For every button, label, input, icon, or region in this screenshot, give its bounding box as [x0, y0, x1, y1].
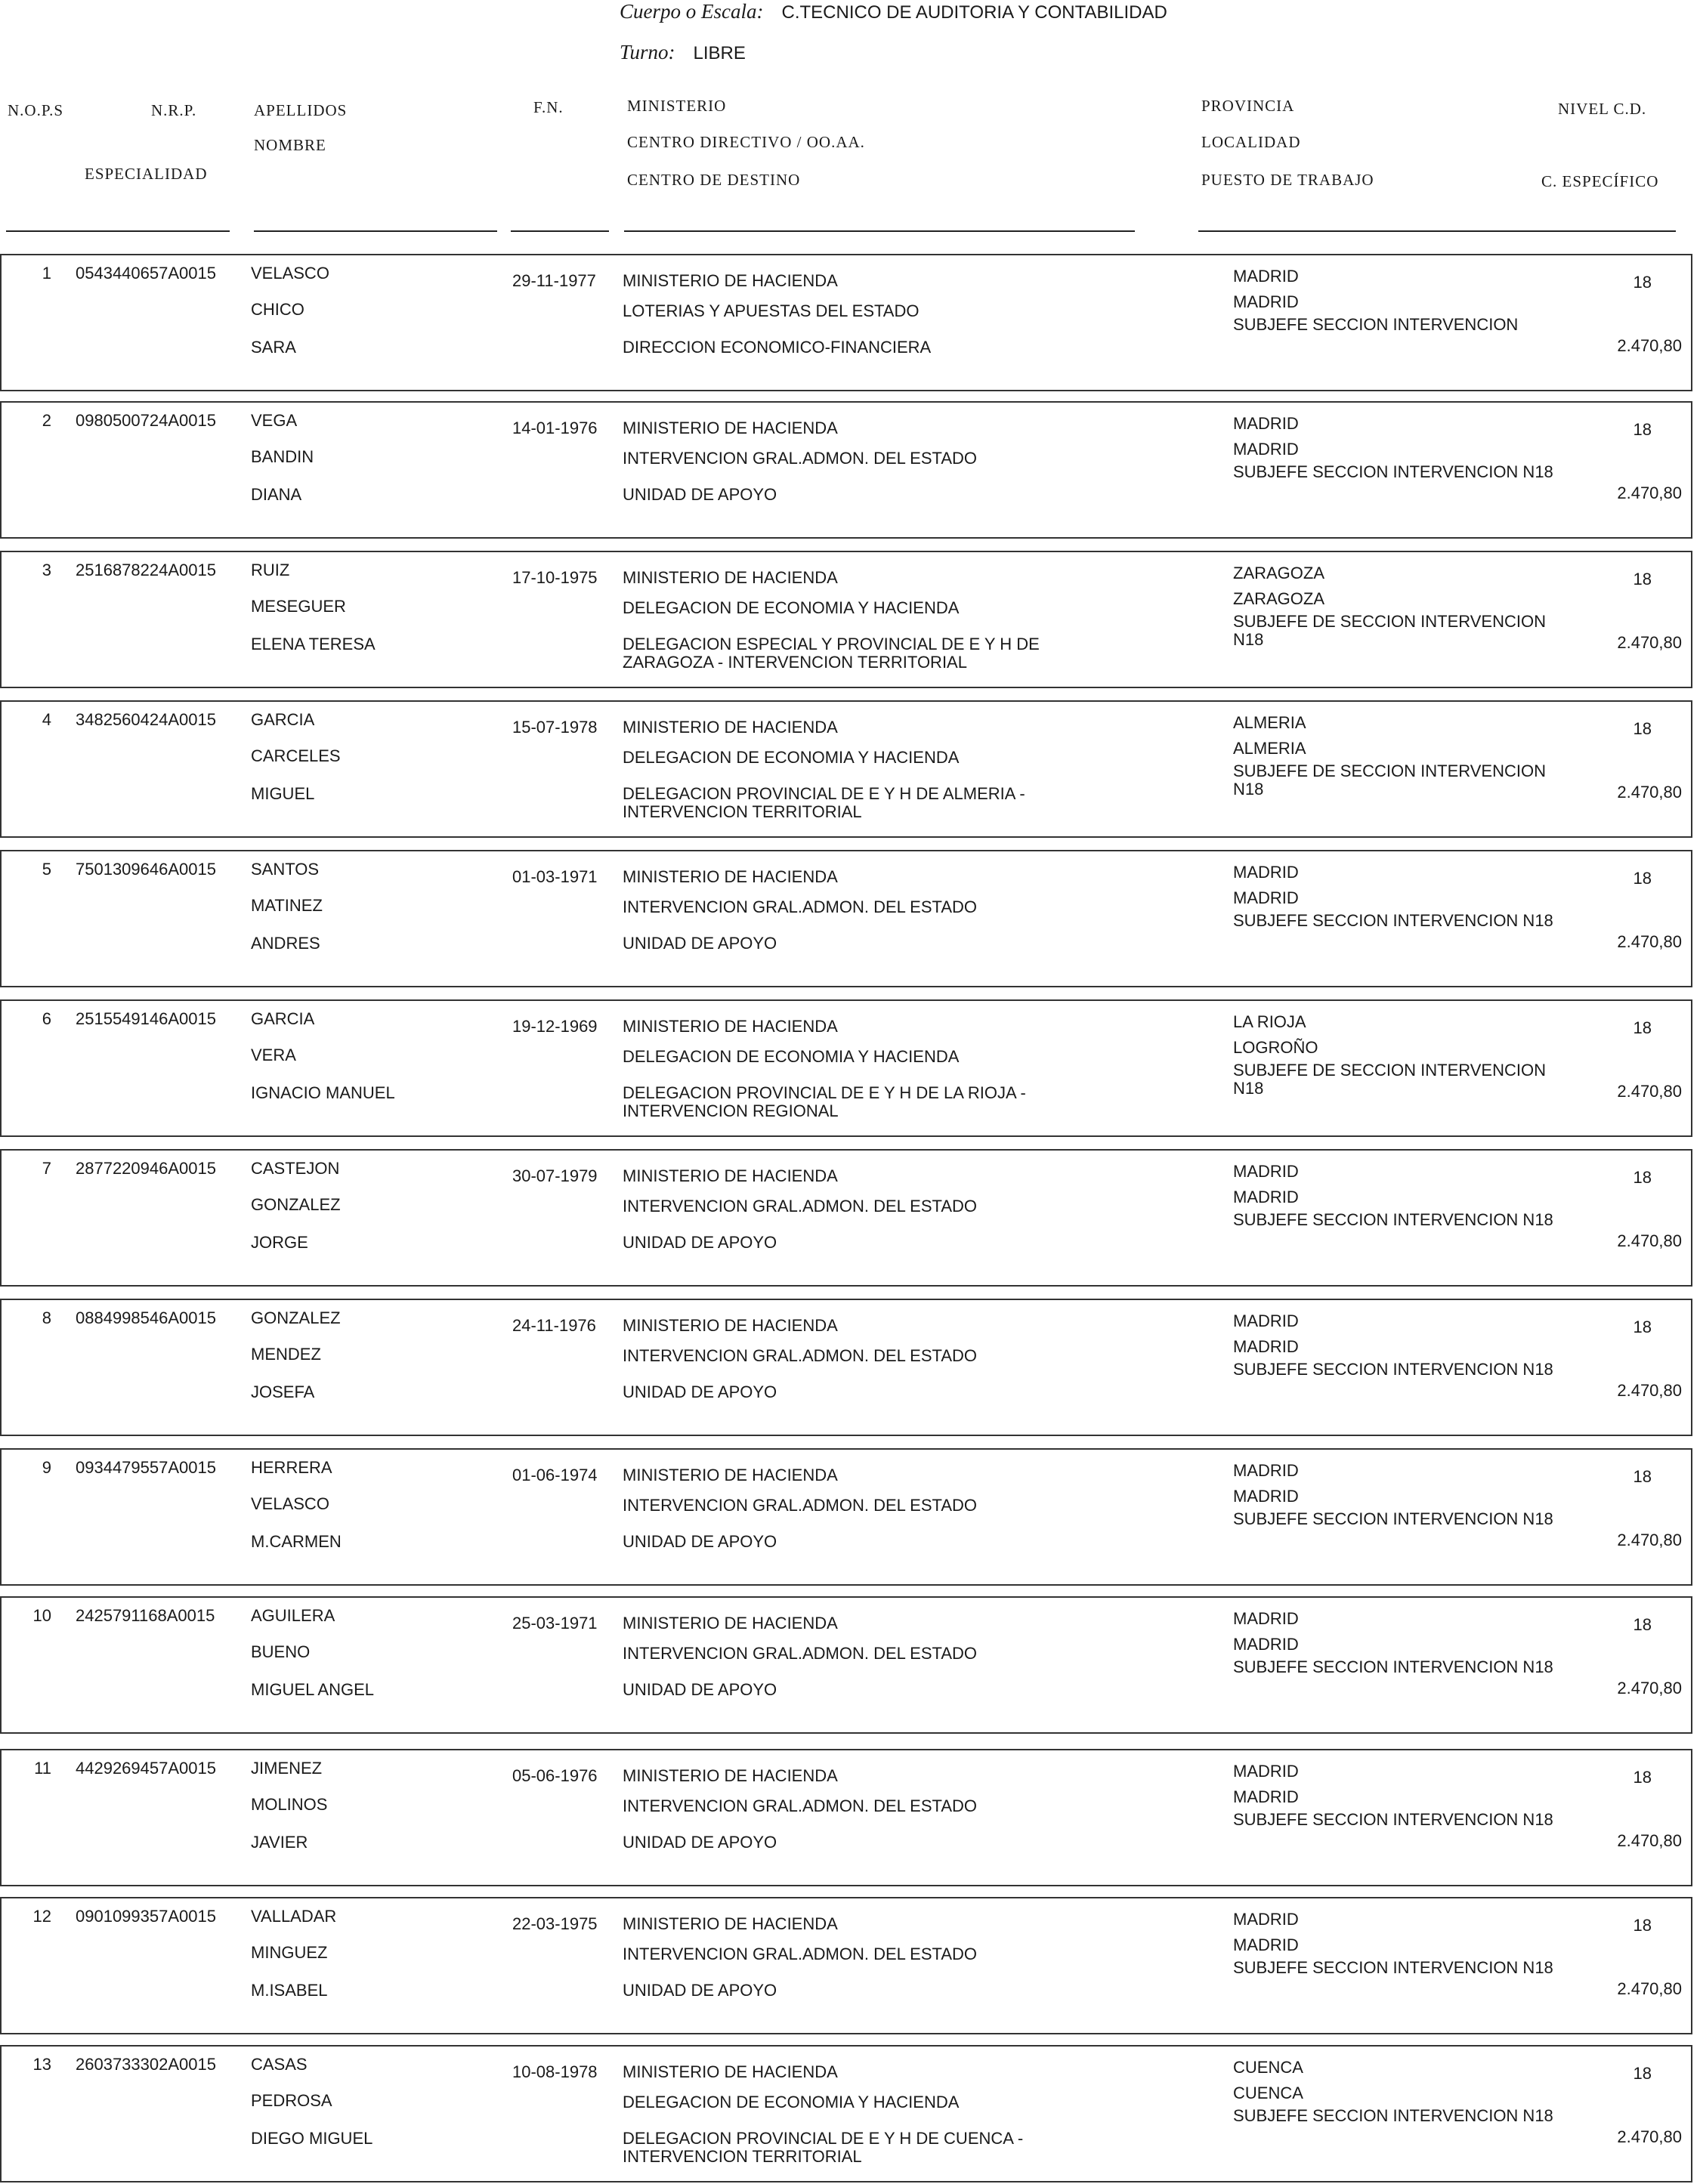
fn-cell: 17-10-1975: [512, 568, 598, 587]
nrp-cell: 2516878224A0015: [76, 561, 216, 579]
centro-directivo-cell: INTERVENCION GRAL.ADMON. DEL ESTADO: [623, 1945, 978, 1963]
especifico-cell: 2.470,80: [1617, 483, 1682, 502]
ministerio-cell: MINISTERIO DE HACIENDA: [623, 419, 838, 437]
localidad-cell: CUENCA: [1233, 2084, 1303, 2102]
header-rule: [624, 230, 1135, 232]
cuerpo-label: Cuerpo o Escala:: [620, 0, 764, 23]
provincia-cell: ALMERIA: [1233, 713, 1306, 732]
nrp-cell: 0543440657A0015: [76, 264, 216, 283]
provincia-cell: MADRID: [1233, 1461, 1299, 1480]
centro-destino-cell: UNIDAD DE APOYO: [623, 1680, 777, 1699]
fn-cell: 22-03-1975: [512, 1914, 598, 1933]
primer-apellido: SANTOS: [251, 860, 320, 879]
segundo-apellido: MOLINOS: [251, 1795, 328, 1814]
primer-apellido: CASAS: [251, 2055, 308, 2074]
especifico-cell: 2.470,80: [1617, 783, 1682, 802]
primer-apellido: GARCIA: [251, 1009, 315, 1028]
fn-cell: 29-11-1977: [512, 271, 596, 290]
especifico-cell: 2.470,80: [1617, 2127, 1682, 2146]
ministerio-cell: MINISTERIO DE HACIENDA: [623, 1914, 838, 1933]
puesto-cell: SUBJEFE DE SECCION INTERVENCION N18: [1233, 761, 1546, 799]
centro-directivo-cell: INTERVENCION GRAL.ADMON. DEL ESTADO: [623, 449, 978, 468]
col-nombre: NOMBRE: [254, 136, 326, 154]
record-row: [0, 2045, 1692, 2182]
nivel-cell: 18: [1633, 273, 1652, 292]
centro-destino-cell: UNIDAD DE APOYO: [623, 1233, 777, 1252]
turno-label: Turno:: [620, 41, 675, 63]
especifico-cell: 2.470,80: [1617, 1082, 1682, 1101]
localidad-cell: MADRID: [1233, 1337, 1299, 1356]
ministerio-cell: MINISTERIO DE HACIENDA: [623, 271, 838, 290]
provincia-cell: MADRID: [1233, 267, 1299, 286]
fn-cell: 30-07-1979: [512, 1166, 598, 1185]
localidad-cell: MADRID: [1233, 888, 1299, 907]
provincia-cell: MADRID: [1233, 414, 1299, 433]
nombre-cell: M.ISABEL: [251, 1981, 328, 2000]
ministerio-cell: MINISTERIO DE HACIENDA: [623, 1316, 838, 1335]
col-apellidos: APELLIDOS: [254, 101, 348, 119]
puesto-cell: SUBJEFE SECCION INTERVENCION N18: [1233, 911, 1553, 930]
nombre-cell: DIANA: [251, 485, 302, 504]
ministerio-cell: MINISTERIO DE HACIENDA: [623, 2062, 838, 2081]
nivel-cell: 18: [1633, 869, 1652, 888]
centro-directivo-cell: INTERVENCION GRAL.ADMON. DEL ESTADO: [623, 1644, 978, 1663]
puesto-cell: SUBJEFE DE SECCION INTERVENCION N18: [1233, 1061, 1546, 1098]
centro-directivo-cell: DELEGACION DE ECONOMIA Y HACIENDA: [623, 1047, 960, 1066]
fn-cell: 05-06-1976: [512, 1766, 598, 1785]
segundo-apellido: VELASCO: [251, 1494, 329, 1513]
ministerio-cell: MINISTERIO DE HACIENDA: [623, 1766, 838, 1785]
nombre-cell: MIGUEL: [251, 784, 315, 803]
segundo-apellido: PEDROSA: [251, 2091, 332, 2110]
puesto-cell: SUBJEFE SECCION INTERVENCION: [1233, 315, 1519, 334]
fn-cell: 01-03-1971: [512, 867, 598, 886]
nrp-cell: 2603733302A0015: [76, 2055, 216, 2074]
centro-directivo-cell: DELEGACION DE ECONOMIA Y HACIENDA: [623, 2093, 960, 2111]
centro-destino-cell: UNIDAD DE APOYO: [623, 1833, 777, 1852]
segundo-apellido: CARCELES: [251, 746, 341, 765]
especifico-cell: 2.470,80: [1617, 633, 1682, 652]
nrp-cell: 2515549146A0015: [76, 1009, 216, 1028]
primer-apellido: AGUILERA: [251, 1606, 335, 1625]
localidad-cell: MADRID: [1233, 1635, 1299, 1654]
primer-apellido: CASTEJON: [251, 1159, 340, 1178]
nivel-cell: 18: [1633, 2064, 1652, 2083]
segundo-apellido: MESEGUER: [251, 597, 346, 616]
nrp-cell: 2425791168A0015: [76, 1606, 215, 1625]
localidad-cell: LOGROÑO: [1233, 1038, 1318, 1057]
ministerio-cell: MINISTERIO DE HACIENDA: [623, 1614, 838, 1633]
puesto-cell: SUBJEFE SECCION INTERVENCION N18: [1233, 1360, 1553, 1379]
puesto-cell: SUBJEFE SECCION INTERVENCION N18: [1233, 1810, 1553, 1829]
col-nops: N.O.P.S: [8, 101, 64, 119]
centro-directivo-cell: LOTERIAS Y APUESTAS DEL ESTADO: [623, 301, 920, 320]
localidad-cell: ALMERIA: [1233, 739, 1306, 758]
nops-cell: 5: [42, 860, 51, 879]
ministerio-cell: MINISTERIO DE HACIENDA: [623, 568, 838, 587]
nombre-cell: SARA: [251, 338, 296, 357]
provincia-cell: MADRID: [1233, 1762, 1299, 1781]
segundo-apellido: BANDIN: [251, 447, 314, 466]
nombre-cell: DIEGO MIGUEL: [251, 2129, 373, 2148]
fn-cell: 25-03-1971: [512, 1614, 598, 1633]
header-rule: [1198, 230, 1676, 232]
record-row: [0, 551, 1692, 688]
col-especifico: C. ESPECÍFICO: [1541, 172, 1659, 190]
col-ministerio: MINISTERIO: [627, 97, 727, 115]
col-nivel: NIVEL C.D.: [1558, 100, 1647, 118]
cuerpo-value: C.TECNICO DE AUDITORIA Y CONTABILIDAD: [781, 2, 1167, 23]
nivel-cell: 18: [1633, 1467, 1652, 1486]
nops-cell: 2: [42, 411, 51, 430]
nivel-cell: 18: [1633, 719, 1652, 738]
col-puesto: PUESTO DE TRABAJO: [1201, 171, 1374, 189]
puesto-cell: SUBJEFE DE SECCION INTERVENCION N18: [1233, 612, 1546, 649]
nrp-cell: 2877220946A0015: [76, 1159, 216, 1178]
nrp-cell: 0884998546A0015: [76, 1308, 216, 1327]
centro-directivo-cell: INTERVENCION GRAL.ADMON. DEL ESTADO: [623, 1197, 978, 1216]
ministerio-cell: MINISTERIO DE HACIENDA: [623, 1017, 838, 1036]
record-row: [0, 850, 1692, 987]
fn-cell: 19-12-1969: [512, 1017, 598, 1036]
provincia-cell: ZARAGOZA: [1233, 564, 1325, 582]
record-row: [0, 1596, 1692, 1734]
nrp-cell: 0934479557A0015: [76, 1458, 216, 1477]
especifico-cell: 2.470,80: [1617, 1231, 1682, 1250]
record-row: [0, 1149, 1692, 1287]
nombre-cell: ANDRES: [251, 934, 320, 953]
provincia-cell: MADRID: [1233, 863, 1299, 882]
primer-apellido: HERRERA: [251, 1458, 332, 1477]
nombre-cell: MIGUEL ANGEL: [251, 1680, 375, 1699]
provincia-cell: MADRID: [1233, 1162, 1299, 1181]
puesto-cell: SUBJEFE SECCION INTERVENCION N18: [1233, 1210, 1553, 1229]
nivel-cell: 18: [1633, 1018, 1652, 1037]
centro-destino-cell: UNIDAD DE APOYO: [623, 1382, 777, 1401]
centro-destino-cell: DELEGACION PROVINCIAL DE E Y H DE CUENCA - INTERVENCION TERRITORIAL: [623, 2129, 1024, 2166]
especifico-cell: 2.470,80: [1617, 336, 1682, 355]
localidad-cell: MADRID: [1233, 440, 1299, 459]
primer-apellido: VALLADAR: [251, 1907, 337, 1926]
ministerio-cell: MINISTERIO DE HACIENDA: [623, 718, 838, 737]
nombre-cell: IGNACIO MANUEL: [251, 1083, 395, 1102]
cuerpo-line: [620, 0, 1167, 23]
centro-destino-cell: DELEGACION ESPECIAL Y PROVINCIAL DE E Y H DE ZARAGOZA - INTERVENCION TERRITORIAL: [623, 635, 1040, 672]
provincia-cell: MADRID: [1233, 1311, 1299, 1330]
puesto-cell: SUBJEFE SECCION INTERVENCION N18: [1233, 462, 1553, 481]
nombre-cell: ELENA TERESA: [251, 635, 376, 653]
puesto-cell: SUBJEFE SECCION INTERVENCION N18: [1233, 1657, 1553, 1676]
especifico-cell: 2.470,80: [1617, 932, 1682, 951]
col-especialidad: ESPECIALIDAD: [85, 165, 208, 183]
record-row: [0, 1299, 1692, 1436]
nivel-cell: 18: [1633, 1916, 1652, 1935]
primer-apellido: VEGA: [251, 411, 298, 430]
segundo-apellido: MENDEZ: [251, 1345, 321, 1364]
primer-apellido: RUIZ: [251, 561, 290, 579]
nombre-cell: JORGE: [251, 1233, 308, 1252]
centro-destino-cell: UNIDAD DE APOYO: [623, 934, 777, 953]
nombre-cell: JAVIER: [251, 1833, 308, 1852]
centro-directivo-cell: INTERVENCION GRAL.ADMON. DEL ESTADO: [623, 897, 978, 916]
record-row: [0, 1897, 1692, 2034]
segundo-apellido: CHICO: [251, 300, 304, 319]
nrp-cell: 0980500724A0015: [76, 411, 216, 430]
segundo-apellido: GONZALEZ: [251, 1195, 341, 1214]
nivel-cell: 18: [1633, 1615, 1652, 1634]
nombre-cell: JOSEFA: [251, 1382, 315, 1401]
col-fn: F.N.: [533, 98, 564, 116]
nops-cell: 9: [42, 1458, 51, 1477]
record-row: [0, 1448, 1692, 1586]
header-rule: [254, 230, 497, 232]
fn-cell: 15-07-1978: [512, 718, 598, 737]
record-row: [0, 401, 1692, 539]
turno-value: LIBRE: [693, 43, 746, 63]
segundo-apellido: VERA: [251, 1046, 296, 1064]
localidad-cell: MADRID: [1233, 1935, 1299, 1954]
segundo-apellido: BUENO: [251, 1642, 311, 1661]
nops-cell: 10: [32, 1606, 51, 1625]
primer-apellido: GARCIA: [251, 710, 315, 729]
col-centro-directivo: CENTRO DIRECTIVO / OO.AA.: [627, 133, 865, 151]
localidad-cell: ZARAGOZA: [1233, 589, 1325, 608]
centro-directivo-cell: INTERVENCION GRAL.ADMON. DEL ESTADO: [623, 1496, 978, 1515]
nops-cell: 1: [42, 264, 51, 283]
puesto-cell: SUBJEFE SECCION INTERVENCION N18: [1233, 1958, 1553, 1977]
centro-directivo-cell: INTERVENCION GRAL.ADMON. DEL ESTADO: [623, 1796, 978, 1815]
nops-cell: 6: [42, 1009, 51, 1028]
centro-destino-cell: DELEGACION PROVINCIAL DE E Y H DE ALMERIA - INTERVENCION TERRITORIAL: [623, 784, 1025, 821]
segundo-apellido: MINGUEZ: [251, 1943, 328, 1962]
ministerio-cell: MINISTERIO DE HACIENDA: [623, 1466, 838, 1484]
centro-destino-cell: DIRECCION ECONOMICO-FINANCIERA: [623, 338, 932, 357]
puesto-cell: SUBJEFE SECCION INTERVENCION N18: [1233, 1509, 1553, 1528]
col-provincia: PROVINCIA: [1201, 97, 1295, 115]
segundo-apellido: MATINEZ: [251, 896, 323, 915]
provincia-cell: LA RIOJA: [1233, 1012, 1306, 1031]
centro-directivo-cell: DELEGACION DE ECONOMIA Y HACIENDA: [623, 748, 960, 767]
nrp-cell: 4429269457A0015: [76, 1759, 216, 1778]
turno-line: [620, 41, 746, 64]
nops-cell: 7: [42, 1159, 51, 1178]
nivel-cell: 18: [1633, 1168, 1652, 1187]
especifico-cell: 2.470,80: [1617, 1679, 1682, 1697]
nrp-cell: 7501309646A0015: [76, 860, 216, 879]
fn-cell: 10-08-1978: [512, 2062, 598, 2081]
col-nrp: N.R.P.: [151, 101, 197, 119]
nivel-cell: 18: [1633, 1768, 1652, 1787]
record-row: [0, 1749, 1692, 1886]
especifico-cell: 2.470,80: [1617, 1381, 1682, 1400]
nombre-cell: M.CARMEN: [251, 1532, 342, 1551]
col-localidad: LOCALIDAD: [1201, 133, 1301, 151]
nops-cell: 11: [34, 1759, 51, 1778]
nrp-cell: 3482560424A0015: [76, 710, 216, 729]
puesto-cell: SUBJEFE SECCION INTERVENCION N18: [1233, 2106, 1553, 2125]
ministerio-cell: MINISTERIO DE HACIENDA: [623, 1166, 838, 1185]
primer-apellido: JIMENEZ: [251, 1759, 323, 1778]
nops-cell: 4: [42, 710, 51, 729]
especifico-cell: 2.470,80: [1617, 1979, 1682, 1998]
primer-apellido: GONZALEZ: [251, 1308, 341, 1327]
provincia-cell: MADRID: [1233, 1910, 1299, 1929]
nops-cell: 12: [32, 1907, 51, 1926]
fn-cell: 01-06-1974: [512, 1466, 598, 1484]
ministerio-cell: MINISTERIO DE HACIENDA: [623, 867, 838, 886]
centro-destino-cell: UNIDAD DE APOYO: [623, 1532, 777, 1551]
nrp-cell: 0901099357A0015: [76, 1907, 216, 1926]
primer-apellido: VELASCO: [251, 264, 329, 283]
localidad-cell: MADRID: [1233, 1188, 1299, 1206]
nivel-cell: 18: [1633, 420, 1652, 439]
centro-destino-cell: UNIDAD DE APOYO: [623, 1981, 777, 2000]
header-rule: [511, 230, 609, 232]
fn-cell: 14-01-1976: [512, 419, 598, 437]
record-row: [0, 254, 1692, 391]
nops-cell: 8: [42, 1308, 51, 1327]
header-rule: [6, 230, 230, 232]
provincia-cell: CUENCA: [1233, 2058, 1303, 2077]
provincia-cell: MADRID: [1233, 1609, 1299, 1628]
centro-destino-cell: UNIDAD DE APOYO: [623, 485, 777, 504]
record-row: [0, 999, 1692, 1137]
centro-destino-cell: DELEGACION PROVINCIAL DE E Y H DE LA RIOJA - INTERVENCION REGIONAL: [623, 1083, 1026, 1120]
nivel-cell: 18: [1633, 570, 1652, 588]
localidad-cell: MADRID: [1233, 292, 1299, 311]
centro-directivo-cell: DELEGACION DE ECONOMIA Y HACIENDA: [623, 598, 960, 617]
record-row: [0, 700, 1692, 838]
centro-directivo-cell: INTERVENCION GRAL.ADMON. DEL ESTADO: [623, 1346, 978, 1365]
localidad-cell: MADRID: [1233, 1487, 1299, 1506]
fn-cell: 24-11-1976: [512, 1316, 596, 1335]
especifico-cell: 2.470,80: [1617, 1831, 1682, 1850]
col-centro-destino: CENTRO DE DESTINO: [627, 171, 801, 189]
nops-cell: 3: [42, 561, 51, 579]
nops-cell: 13: [32, 2055, 51, 2074]
nivel-cell: 18: [1633, 1318, 1652, 1336]
localidad-cell: MADRID: [1233, 1787, 1299, 1806]
especifico-cell: 2.470,80: [1617, 1531, 1682, 1549]
